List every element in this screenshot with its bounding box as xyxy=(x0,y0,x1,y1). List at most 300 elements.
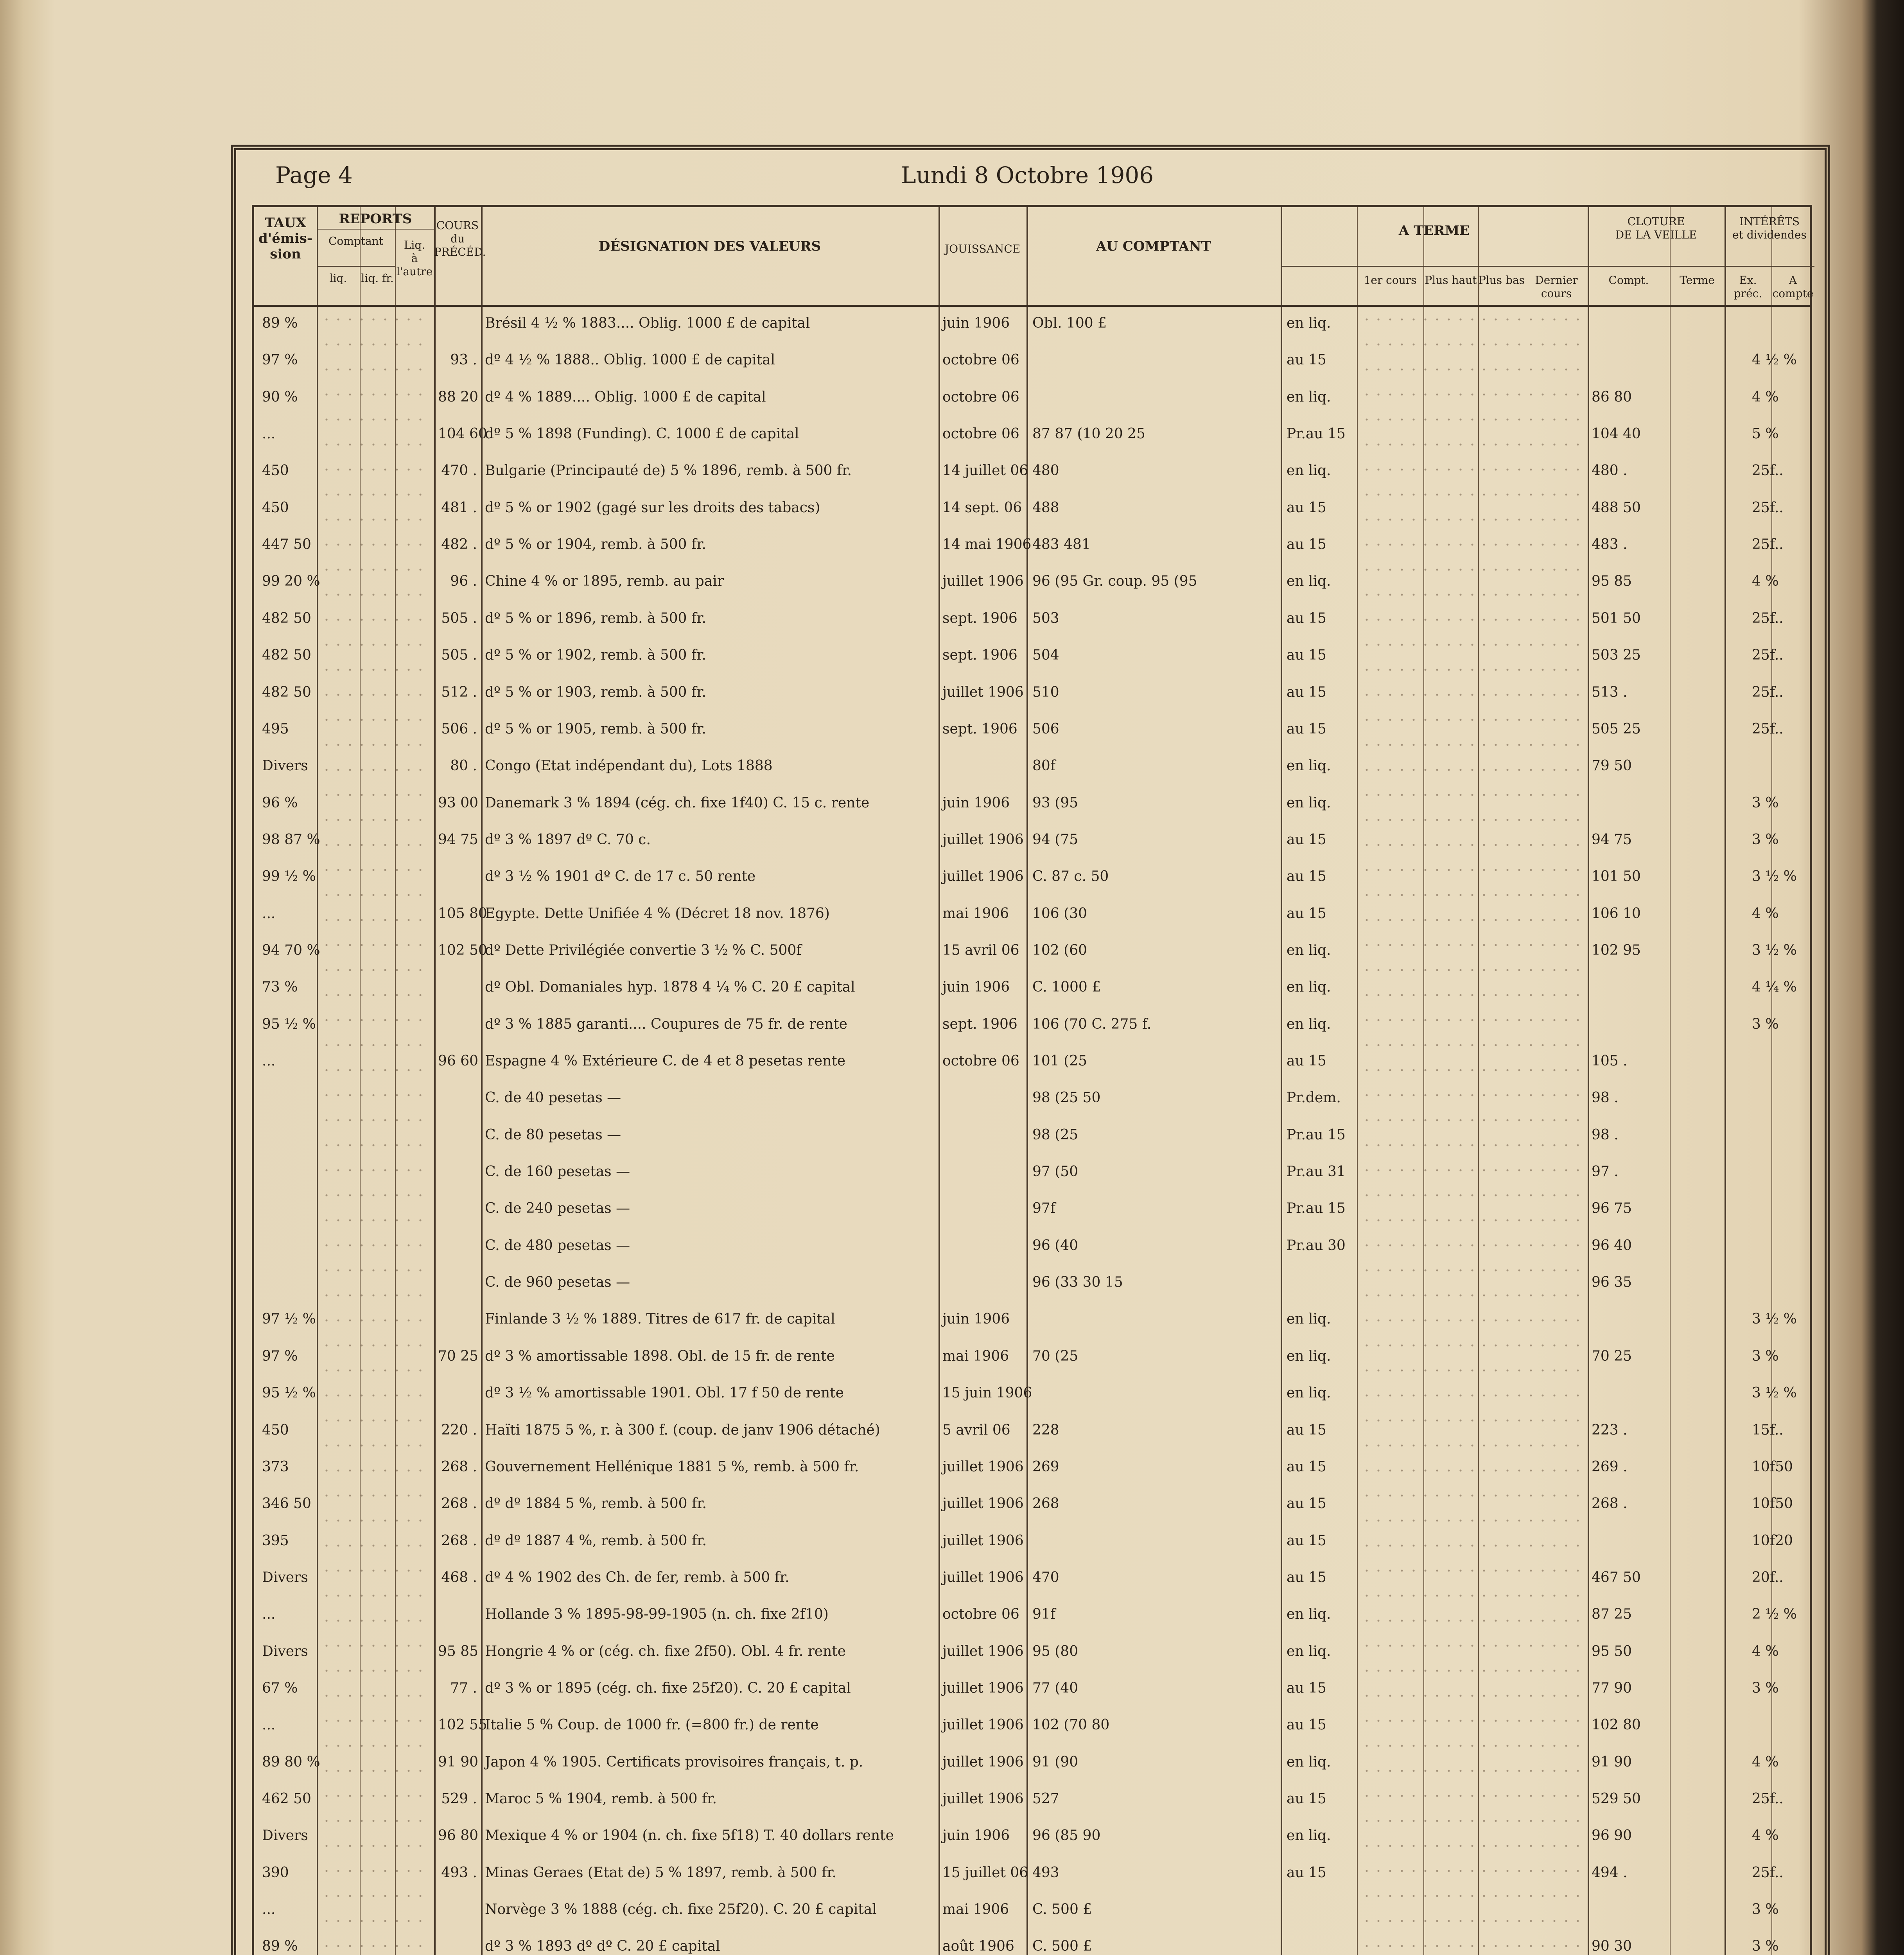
cell-desig: dº 5 % or 1904, remb. à 500 fr. xyxy=(485,536,706,552)
cell-clot: 467 50 xyxy=(1592,1569,1641,1586)
cell-taux: 482 50 xyxy=(262,684,311,700)
cell-desig: Congo (Etat indépendant du), Lots 1888 xyxy=(485,758,773,774)
cell-compt: C. 500 £ xyxy=(1032,1938,1092,1954)
header-au-comptant: AU COMPTANT xyxy=(1096,239,1211,254)
cell-clot: 98 . xyxy=(1592,1090,1619,1106)
cell-terme: au 15 xyxy=(1287,647,1326,663)
cell-compt: 106 (70 C. 275 f. xyxy=(1032,1016,1152,1032)
cell-jouis: juillet 1906 xyxy=(942,1496,1024,1512)
cell-clot: 90 30 xyxy=(1592,1938,1632,1954)
table-row xyxy=(254,1713,1810,1738)
cell-div: 25f.. xyxy=(1752,1865,1784,1881)
cell-taux: 89 % xyxy=(262,315,298,331)
cell-compt: 510 xyxy=(1032,684,1059,700)
header-rule xyxy=(317,266,395,267)
cell-prec: 268 . xyxy=(441,1496,477,1512)
cell-compt: 95 (80 xyxy=(1032,1643,1079,1659)
cell-jouis: juillet 1906 xyxy=(942,684,1024,700)
cell-clot: 513 . xyxy=(1592,684,1628,700)
cell-clot: 501 50 xyxy=(1592,610,1641,626)
cell-clot: 102 80 xyxy=(1592,1717,1641,1733)
cell-div: 4 % xyxy=(1752,1828,1779,1844)
cell-jouis: juillet 1906 xyxy=(942,1754,1024,1770)
header-cloture-compt: Compt. xyxy=(1608,274,1649,287)
cell-div: 4 % xyxy=(1752,1754,1779,1770)
cell-jouis: 15 juin 1906 xyxy=(942,1385,1032,1401)
cell-taux: Divers xyxy=(262,1643,308,1659)
header-rule xyxy=(1588,266,1725,267)
cell-desig: dº 3 % amortissable 1898. Obl. de 15 fr. de rente xyxy=(485,1348,835,1364)
cell-div: 3 ½ % xyxy=(1752,868,1797,884)
table-row xyxy=(254,643,1810,668)
cell-compt: 470 xyxy=(1032,1569,1059,1586)
cell-div: 3 ½ % xyxy=(1752,942,1797,958)
cell-compt: 96 (85 90 xyxy=(1032,1828,1101,1844)
cell-compt: 493 xyxy=(1032,1865,1059,1881)
table-body xyxy=(254,307,1810,1955)
table-row xyxy=(254,1676,1810,1701)
cell-jouis: juin 1906 xyxy=(942,979,1010,995)
cell-div: 20f.. xyxy=(1752,1569,1784,1586)
cell-clot: 91 90 xyxy=(1592,1754,1632,1770)
cell-jouis: juillet 1906 xyxy=(942,868,1024,884)
cell-terme: au 15 xyxy=(1287,1459,1326,1475)
header-plus-haut: Plus haut xyxy=(1425,274,1477,287)
cell-div: 10f50 xyxy=(1752,1496,1793,1512)
table-row xyxy=(254,1602,1810,1627)
cell-compt: 98 (25 xyxy=(1032,1127,1079,1143)
table-row xyxy=(254,532,1810,557)
cell-jouis: sept. 1906 xyxy=(942,610,1018,626)
header-plus-bas: Plus bas xyxy=(1478,274,1525,287)
cell-desig: Brésil 4 ½ % 1883.... Oblig. 1000 £ de capital xyxy=(485,315,810,331)
cell-jouis: 14 sept. 06 xyxy=(942,500,1022,516)
table-row xyxy=(254,717,1810,742)
cell-clot: 483 . xyxy=(1592,536,1628,552)
cell-clot: 98 . xyxy=(1592,1127,1619,1143)
cell-taux: Divers xyxy=(262,758,308,774)
cell-taux: 97 % xyxy=(262,352,298,368)
table-row xyxy=(254,1455,1810,1480)
cell-terme: au 15 xyxy=(1287,1422,1326,1438)
cell-terme: en liq. xyxy=(1287,315,1331,331)
cell-desig: C. de 480 pesetas — xyxy=(485,1238,630,1254)
cell-desig: dº 5 % or 1896, remb. à 500 fr. xyxy=(485,610,706,626)
cell-terme: Pr.au 15 xyxy=(1287,426,1346,442)
cell-compt: C. 500 £ xyxy=(1032,1901,1092,1917)
table-row xyxy=(254,1491,1810,1516)
cell-desig: Hollande 3 % 1895-98-99-1905 (n. ch. fixe 2f10) xyxy=(485,1606,829,1622)
cell-compt: 77 (40 xyxy=(1032,1680,1079,1696)
running-header xyxy=(275,162,1796,193)
cell-taux: 395 xyxy=(262,1533,289,1549)
cell-jouis: juillet 1906 xyxy=(942,1791,1024,1807)
cell-desig: dº 3 ½ % 1901 dº C. de 17 c. 50 rente xyxy=(485,868,756,884)
cell-terme: Pr.au 15 xyxy=(1287,1200,1346,1216)
newspaper-page xyxy=(231,145,1830,1955)
cell-terme: en liq. xyxy=(1287,979,1331,995)
cell-compt: 101 (25 xyxy=(1032,1053,1087,1069)
cell-taux: 89 80 % xyxy=(262,1754,320,1770)
cell-prec: 268 . xyxy=(441,1533,477,1549)
table-row xyxy=(254,421,1810,447)
cell-compt: 96 (33 30 15 xyxy=(1032,1274,1123,1290)
cell-jouis: 5 avril 06 xyxy=(942,1422,1010,1438)
cell-terme: en liq. xyxy=(1287,1016,1331,1032)
table-row xyxy=(254,938,1810,963)
cell-terme: au 15 xyxy=(1287,1680,1326,1696)
header-reports: REPORTS xyxy=(339,211,412,227)
cell-desig: Bulgarie (Principauté de) 5 % 1896, remb. à 500 fr. xyxy=(485,463,852,479)
cell-desig: Danemark 3 % 1894 (cég. ch. fixe 1f40) C. 15 c. rente xyxy=(485,795,870,811)
cell-prec: 94 75 xyxy=(438,832,479,848)
cell-jouis: juillet 1906 xyxy=(942,832,1024,848)
header-cours-precedents: COURS du PRÉCÉD. xyxy=(434,219,486,258)
cell-prec: 105 80 xyxy=(438,906,487,922)
header-ex-prec: Ex. préc. xyxy=(1734,274,1762,300)
cell-jouis: octobre 06 xyxy=(942,352,1019,368)
cell-div: 4 % xyxy=(1752,1643,1779,1659)
cell-prec: 96 60 xyxy=(438,1053,479,1069)
cell-jouis: juillet 1906 xyxy=(942,1717,1024,1733)
header-comptant: Comptant xyxy=(328,235,383,248)
cell-prec: 77 . xyxy=(450,1680,477,1696)
cell-terme: au 15 xyxy=(1287,1717,1326,1733)
cell-taux: 95 ½ % xyxy=(262,1016,316,1032)
cell-prec: 493 . xyxy=(441,1865,477,1881)
cell-compt: 488 xyxy=(1032,500,1059,516)
header-cloture: CLOTURE DE LA VEILLE xyxy=(1615,215,1697,241)
cell-taux: 447 50 xyxy=(262,536,311,552)
header-taux: TAUX d'émis- sion xyxy=(258,215,312,262)
cell-div: 3 % xyxy=(1752,1016,1779,1032)
cell-taux: 450 xyxy=(262,1422,289,1438)
cell-taux: 462 50 xyxy=(262,1791,311,1807)
header-cloture-terme: Terme xyxy=(1680,274,1715,287)
cell-clot: 96 40 xyxy=(1592,1238,1632,1254)
cell-compt: Obl. 100 £ xyxy=(1032,315,1107,331)
cell-jouis: octobre 06 xyxy=(942,426,1019,442)
cell-jouis: juillet 1906 xyxy=(942,1459,1024,1475)
cell-taux: 90 % xyxy=(262,389,298,405)
table-row xyxy=(254,1270,1810,1295)
cell-desig: Gouvernement Hellénique 1881 5 %, remb. à 500 fr. xyxy=(485,1459,859,1475)
cell-terme: en liq. xyxy=(1287,1348,1331,1364)
cell-terme: au 15 xyxy=(1287,500,1326,516)
cell-clot: 223 . xyxy=(1592,1422,1628,1438)
table-row xyxy=(254,1307,1810,1332)
cell-taux: 99 ½ % xyxy=(262,868,316,884)
cell-taux: ... xyxy=(262,1606,276,1622)
cell-jouis: mai 1906 xyxy=(942,906,1009,922)
cell-taux: ... xyxy=(262,426,276,442)
cell-prec: 529 . xyxy=(441,1791,477,1807)
cell-clot: 104 40 xyxy=(1592,426,1641,442)
cell-compt: 506 xyxy=(1032,721,1059,737)
cell-desig: C. de 240 pesetas — xyxy=(485,1200,630,1216)
table-row xyxy=(254,1159,1810,1184)
table-row xyxy=(254,864,1810,889)
cell-terme: en liq. xyxy=(1287,1606,1331,1622)
cell-div: 3 % xyxy=(1752,1680,1779,1696)
cell-desig: dº 5 % 1898 (Funding). C. 1000 £ de capital xyxy=(485,426,799,442)
table-row xyxy=(254,827,1810,852)
cell-jouis: mai 1906 xyxy=(942,1901,1009,1917)
cell-jouis: août 1906 xyxy=(942,1938,1014,1954)
cell-compt: 228 xyxy=(1032,1422,1059,1438)
cell-desig: Maroc 5 % 1904, remb. à 500 fr. xyxy=(485,1791,717,1807)
cell-jouis: juillet 1906 xyxy=(942,1680,1024,1696)
cell-div: 25f.. xyxy=(1752,684,1784,700)
table-row xyxy=(254,1823,1810,1848)
cell-div: 3 % xyxy=(1752,1901,1779,1917)
cell-div: 25f.. xyxy=(1752,1791,1784,1807)
cell-compt: 269 xyxy=(1032,1459,1059,1475)
cell-terme: en liq. xyxy=(1287,758,1331,774)
cell-prec: 506 . xyxy=(441,721,477,737)
cell-terme: Pr.dem. xyxy=(1287,1090,1341,1106)
cell-prec: 220 . xyxy=(441,1422,477,1438)
cell-desig: C. de 40 pesetas — xyxy=(485,1090,621,1106)
cell-desig: dº 4 % 1889.... Oblig. 1000 £ de capital xyxy=(485,389,766,405)
cell-jouis: 14 mai 1906 xyxy=(942,536,1032,552)
cell-div: 5 % xyxy=(1752,426,1779,442)
cell-prec: 96 . xyxy=(450,573,477,589)
cell-desig: C. de 960 pesetas — xyxy=(485,1274,630,1290)
cell-taux: 450 xyxy=(262,500,289,516)
cell-taux: Divers xyxy=(262,1569,308,1586)
cell-jouis: sept. 1906 xyxy=(942,647,1018,663)
cell-terme: en liq. xyxy=(1287,389,1331,405)
cell-desig: dº 4 % 1902 des Ch. de fer, remb. à 500 fr. xyxy=(485,1569,790,1586)
cell-desig: Minas Geraes (Etat de) 5 % 1897, remb. à 500 fr. xyxy=(485,1865,837,1881)
cell-prec: 468 . xyxy=(441,1569,477,1586)
cell-compt: 96 (95 Gr. coup. 95 (95 xyxy=(1032,573,1197,589)
cell-prec: 91 90 xyxy=(438,1754,479,1770)
cell-taux: 67 % xyxy=(262,1680,298,1696)
cell-terme: au 15 xyxy=(1287,536,1326,552)
cell-terme: au 15 xyxy=(1287,1569,1326,1586)
cell-terme: en liq. xyxy=(1287,1643,1331,1659)
cell-clot: 105 . xyxy=(1592,1053,1628,1069)
cell-clot: 480 . xyxy=(1592,463,1628,479)
cell-jouis: juin 1906 xyxy=(942,795,1010,811)
cell-div: 4 ½ % xyxy=(1752,352,1797,368)
cell-compt: 102 (70 80 xyxy=(1032,1717,1110,1733)
cell-taux: Divers xyxy=(262,1828,308,1844)
header-interets: INTÉRÊTS et dividendes xyxy=(1732,215,1807,241)
cell-taux: 346 50 xyxy=(262,1496,311,1512)
cell-div: 10f20 xyxy=(1752,1533,1793,1549)
cell-compt: 97f xyxy=(1032,1200,1056,1216)
cell-terme: en liq. xyxy=(1287,1385,1331,1401)
cell-prec: 102 55 xyxy=(438,1717,487,1733)
cell-terme: au 15 xyxy=(1287,352,1326,368)
cell-jouis: sept. 1906 xyxy=(942,721,1018,737)
cell-jouis: juin 1906 xyxy=(942,1311,1010,1327)
header-liq-autre: Liq. à l'autre xyxy=(396,239,433,278)
cell-div: 4 ¼ % xyxy=(1752,979,1797,995)
header-rule xyxy=(1281,266,1588,267)
cell-jouis: juillet 1906 xyxy=(942,1533,1024,1549)
cell-desig: Hongrie 4 % or (cég. ch. fixe 2f50). Obl. 4 fr. rente xyxy=(485,1643,846,1659)
table-row xyxy=(254,1860,1810,1885)
table-row xyxy=(254,1897,1810,1922)
cell-terme: au 15 xyxy=(1287,1865,1326,1881)
cell-div: 4 % xyxy=(1752,906,1779,922)
cell-clot: 529 50 xyxy=(1592,1791,1641,1807)
cell-clot: 97 . xyxy=(1592,1164,1619,1180)
cell-div: 3 % xyxy=(1752,832,1779,848)
cell-clot: 106 10 xyxy=(1592,906,1641,922)
cell-taux: 482 50 xyxy=(262,610,311,626)
cell-terme: au 15 xyxy=(1287,1053,1326,1069)
table-row xyxy=(254,1934,1810,1955)
cell-desig: dº Dette Privilégiée convertie 3 ½ % C. 500f xyxy=(485,942,802,958)
cell-taux: 89 % xyxy=(262,1938,298,1954)
header-rule xyxy=(1725,266,1814,267)
table-row xyxy=(254,975,1810,1000)
cell-terme: au 15 xyxy=(1287,832,1326,848)
cell-desig: dº 5 % or 1905, remb. à 500 fr. xyxy=(485,721,706,737)
cell-compt: 93 (95 xyxy=(1032,795,1079,811)
cell-terme: Pr.au 15 xyxy=(1287,1127,1346,1143)
cell-desig: Chine 4 % or 1895, remb. au pair xyxy=(485,573,724,589)
cell-desig: dº 3 % or 1895 (cég. ch. fixe 25f20). C. 20 £ capital xyxy=(485,1680,851,1696)
cell-compt: 91f xyxy=(1032,1606,1056,1622)
cell-clot: 96 75 xyxy=(1592,1200,1632,1216)
cell-div: 25f.. xyxy=(1752,647,1784,663)
cell-compt: 97 (50 xyxy=(1032,1164,1079,1180)
quotation-table xyxy=(252,205,1812,1955)
cell-prec: 102 50 xyxy=(438,942,487,958)
cell-taux: ... xyxy=(262,1717,276,1733)
header-designation: DÉSIGNATION DES VALEURS xyxy=(598,239,821,254)
table-row xyxy=(254,680,1810,705)
cell-terme: Pr.au 31 xyxy=(1287,1164,1346,1180)
cell-clot: 268 . xyxy=(1592,1496,1628,1512)
cell-prec: 505 . xyxy=(441,647,477,663)
cell-desig: Japon 4 % 1905. Certificats provisoires français, t. p. xyxy=(485,1754,863,1770)
cell-prec: 481 . xyxy=(441,500,477,516)
cell-desig: dº 3 % 1893 dº dº C. 20 £ capital xyxy=(485,1938,720,1954)
cell-terme: en liq. xyxy=(1287,942,1331,958)
table-row xyxy=(254,1750,1810,1775)
cell-compt: 106 (30 xyxy=(1032,906,1087,922)
header-liq-fr: liq. fr. xyxy=(361,272,394,285)
cell-div: 25f.. xyxy=(1752,463,1784,479)
cell-desig: C. de 160 pesetas — xyxy=(485,1164,630,1180)
cell-prec: 505 . xyxy=(441,610,477,626)
cell-clot: 269 . xyxy=(1592,1459,1628,1475)
cell-compt: 96 (40 xyxy=(1032,1238,1079,1254)
cell-compt: 503 xyxy=(1032,610,1059,626)
cell-desig: dº 5 % or 1902, remb. à 500 fr. xyxy=(485,647,706,663)
cell-terme: en liq. xyxy=(1287,1311,1331,1327)
table-row xyxy=(254,1344,1810,1369)
cell-div: 25f.. xyxy=(1752,610,1784,626)
cell-prec: 96 80 xyxy=(438,1828,479,1844)
cell-taux: 96 % xyxy=(262,795,298,811)
cell-prec: 104 60 xyxy=(438,426,487,442)
cell-clot: 101 50 xyxy=(1592,868,1641,884)
cell-compt: C. 87 c. 50 xyxy=(1032,868,1109,884)
table-row xyxy=(254,385,1810,410)
cell-clot: 94 75 xyxy=(1592,832,1632,848)
table-row xyxy=(254,1049,1810,1074)
cell-prec: 470 . xyxy=(441,463,477,479)
cell-clot: 96 35 xyxy=(1592,1274,1632,1290)
cell-clot: 503 25 xyxy=(1592,647,1641,663)
cell-prec: 482 . xyxy=(441,536,477,552)
cell-div: 4 % xyxy=(1752,389,1779,405)
cell-div: 10f50 xyxy=(1752,1459,1793,1475)
cell-terme: au 15 xyxy=(1287,684,1326,700)
cell-terme: au 15 xyxy=(1287,868,1326,884)
cell-compt: 268 xyxy=(1032,1496,1059,1512)
table-row xyxy=(254,606,1810,631)
cell-taux: 450 xyxy=(262,463,289,479)
table-row xyxy=(254,1786,1810,1812)
cell-compt: 98 (25 50 xyxy=(1032,1090,1101,1106)
cell-prec: 512 . xyxy=(441,684,477,700)
header-jouissance: JOUISSANCE xyxy=(944,242,1021,255)
cell-jouis: juillet 1906 xyxy=(942,1569,1024,1586)
cell-terme: au 15 xyxy=(1287,1791,1326,1807)
cell-taux: ... xyxy=(262,1053,276,1069)
table-row xyxy=(254,1233,1810,1258)
table-row xyxy=(254,1418,1810,1443)
cell-terme: au 15 xyxy=(1287,1533,1326,1549)
cell-clot: 488 50 xyxy=(1592,500,1641,516)
cell-terme: au 15 xyxy=(1287,906,1326,922)
cell-terme: au 15 xyxy=(1287,610,1326,626)
cell-desig: Haïti 1875 5 %, r. à 300 f. (coup. de janv 1906 détaché) xyxy=(485,1422,880,1438)
cell-desig: Egypte. Dette Unifiée 4 % (Décret 18 nov. 1876) xyxy=(485,906,830,922)
table-row xyxy=(254,1528,1810,1553)
cell-compt: C. 1000 £ xyxy=(1032,979,1101,995)
cell-desig: dº dº 1884 5 %, remb. à 500 fr. xyxy=(485,1496,707,1512)
cell-jouis: sept. 1906 xyxy=(942,1016,1018,1032)
cell-clot: 70 25 xyxy=(1592,1348,1632,1364)
cell-terme: en liq. xyxy=(1287,463,1331,479)
cell-taux: 98 87 % xyxy=(262,832,320,848)
cell-desig: dº dº 1887 4 %, remb. à 500 fr. xyxy=(485,1533,707,1549)
cell-compt: 91 (90 xyxy=(1032,1754,1079,1770)
cell-compt: 504 xyxy=(1032,647,1059,663)
cell-div: 15f.. xyxy=(1752,1422,1784,1438)
header-a-terme: A TERME xyxy=(1398,223,1470,239)
cell-terme: en liq. xyxy=(1287,1828,1331,1844)
cell-clot: 86 80 xyxy=(1592,389,1632,405)
cell-compt: 87 87 (10 20 25 xyxy=(1032,426,1145,442)
cell-taux: 95 ½ % xyxy=(262,1385,316,1401)
cell-clot: 77 90 xyxy=(1592,1680,1632,1696)
cell-desig: C. de 80 pesetas — xyxy=(485,1127,621,1143)
cell-compt: 70 (25 xyxy=(1032,1348,1079,1364)
cell-jouis: 14 juillet 06 xyxy=(942,463,1028,479)
table-row xyxy=(254,1565,1810,1590)
issue-date: Lundi 8 Octobre 1906 xyxy=(901,162,1154,188)
cell-compt: 483 481 xyxy=(1032,536,1091,552)
cell-taux: 373 xyxy=(262,1459,289,1475)
table-row xyxy=(254,753,1810,778)
table-row xyxy=(254,495,1810,520)
cell-div: 25f.. xyxy=(1752,721,1784,737)
cell-clot: 505 25 xyxy=(1592,721,1641,737)
cell-compt: 480 xyxy=(1032,463,1059,479)
cell-prec: 93 00 xyxy=(438,795,479,811)
